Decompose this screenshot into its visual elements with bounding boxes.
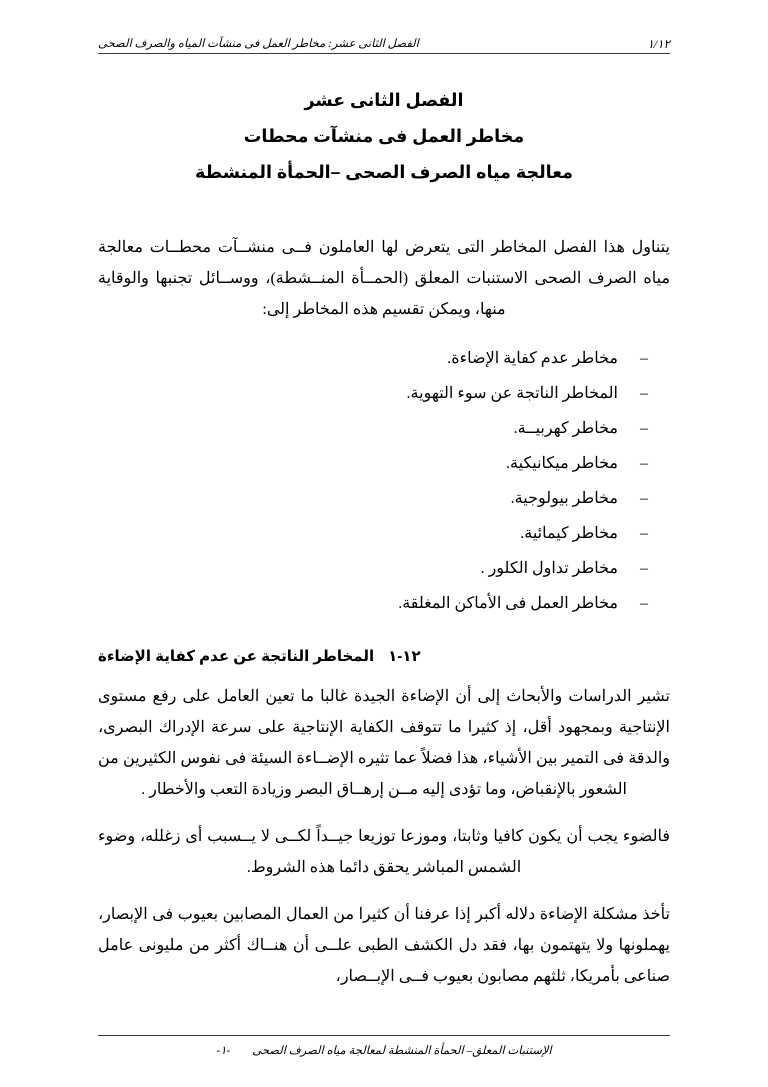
intro-paragraph: يتناول هذا الفصل المخاطر التى يتعرض لها العاملون فــى منشــآت محطــات معالجة مياه الصرف الصحى الاستنبات المعلق (الحمــأة المنــشطة)، ووســائل تجنبها والوقاية منها، ويمكن تقسيم هذه المخاطر إلى: (98, 239, 670, 318)
chapter-title-line-3: معالجة مياه الصرف الصحى –الحمأة المنشطة (195, 162, 573, 182)
list-item (98, 446, 670, 481)
list-item-label: مخاطر عدم كفاية الإضاءة. (447, 350, 618, 367)
header-page-reference: ١/١٢ (647, 37, 670, 51)
section-paragraph-3: تأخذ مشكلة الإضاءة دلاله أكبر إذا عرفنا أن كثيرا من العمال المصابين بعيوب فى الإبصار، يهملونها ولا يتهتمون بها، فقد دل الكشف الطبى علــى أن هنــاك أكثر من مليونى عامل صناعى بأمريكا، ثلثهم مصابون بعيوب فــى الإبــصار، (98, 906, 670, 985)
page-content (98, 82, 670, 1008)
list-item (98, 376, 670, 411)
page-footer (98, 1035, 670, 1059)
section-heading-label: المخاطر الناتجة عن عدم كفاية الإضاءة (98, 648, 375, 665)
dash-bullet-icon: – (640, 420, 648, 437)
section-paragraph-2: فالضوء يجب أن يكون كافيا وثابتا، وموزعا توزيعا جيــداً لكــى لا يــسبب أى زغلله، وضوء الشمس المباشر يحقق دائما هذه الشروط. (98, 828, 670, 876)
dash-bullet-icon: – (640, 525, 648, 542)
list-item (98, 481, 670, 516)
section-number: ١٢-١ (388, 648, 421, 665)
footer-running-text: الإستنبات المعلق– الحمأة المنشطة لمعالجة مياه الصرف الصحى (252, 1045, 552, 1057)
header-running-title: الفصل الثانى عشر: مخاطر العمل فى منشآت المياه والصرف الصحى (98, 37, 419, 50)
list-item (98, 516, 670, 551)
page-header (98, 26, 670, 54)
list-item-label: مخاطر ميكانيكية. (506, 455, 618, 472)
dash-bullet-icon: – (640, 350, 648, 367)
list-item (98, 411, 670, 446)
chapter-title-block (98, 82, 670, 190)
list-item-label: مخاطر العمل فى الأماكن المغلقة. (398, 595, 618, 612)
hazard-list (98, 341, 670, 621)
list-item-label: مخاطر كيمائية. (520, 525, 618, 542)
dash-bullet-icon: – (640, 595, 648, 612)
dash-bullet-icon: – (640, 455, 648, 472)
list-item-label: مخاطر كهربيــة. (513, 420, 618, 437)
list-item (98, 551, 670, 586)
dash-bullet-icon: – (640, 560, 648, 577)
list-item-label: مخاطر تداول الكلور . (480, 560, 618, 577)
dash-bullet-icon: – (640, 385, 648, 402)
chapter-title-line-1: الفصل الثانى عشر (304, 90, 464, 110)
list-item-label: المخاطر الناتجة عن سوء التهوية. (406, 385, 618, 402)
list-item (98, 586, 670, 621)
list-item (98, 341, 670, 376)
section-heading (98, 647, 670, 665)
section-paragraph-1: تشير الدراسات والأبحاث إلى أن الإضاءة الجيدة غالبا ما تعين العامل على رفع مستوى الإنتاجية وبمجهود أقل، إذ كثيرا ما تتوقف الكفاية الإنتاجية على سرعة الإدراك البصرى، والدقة فى التمير بين الأشياء، هذا فضلاً عما تثيره الإضــاءة السيئة فى نفوس الكثيرين من الشعور بالإنقباض، وما تؤدى إليه مــن إرهــاق البصر وزيادة التعب والأخطار . (98, 688, 670, 798)
chapter-title-line-2: مخاطر العمل فى منشآت محطات (243, 126, 525, 146)
footer-inner (216, 1046, 551, 1058)
list-item-label: مخاطر بيولوجية. (510, 490, 618, 507)
dash-bullet-icon: – (640, 490, 648, 507)
footer-page-number: -١- (216, 1045, 231, 1057)
